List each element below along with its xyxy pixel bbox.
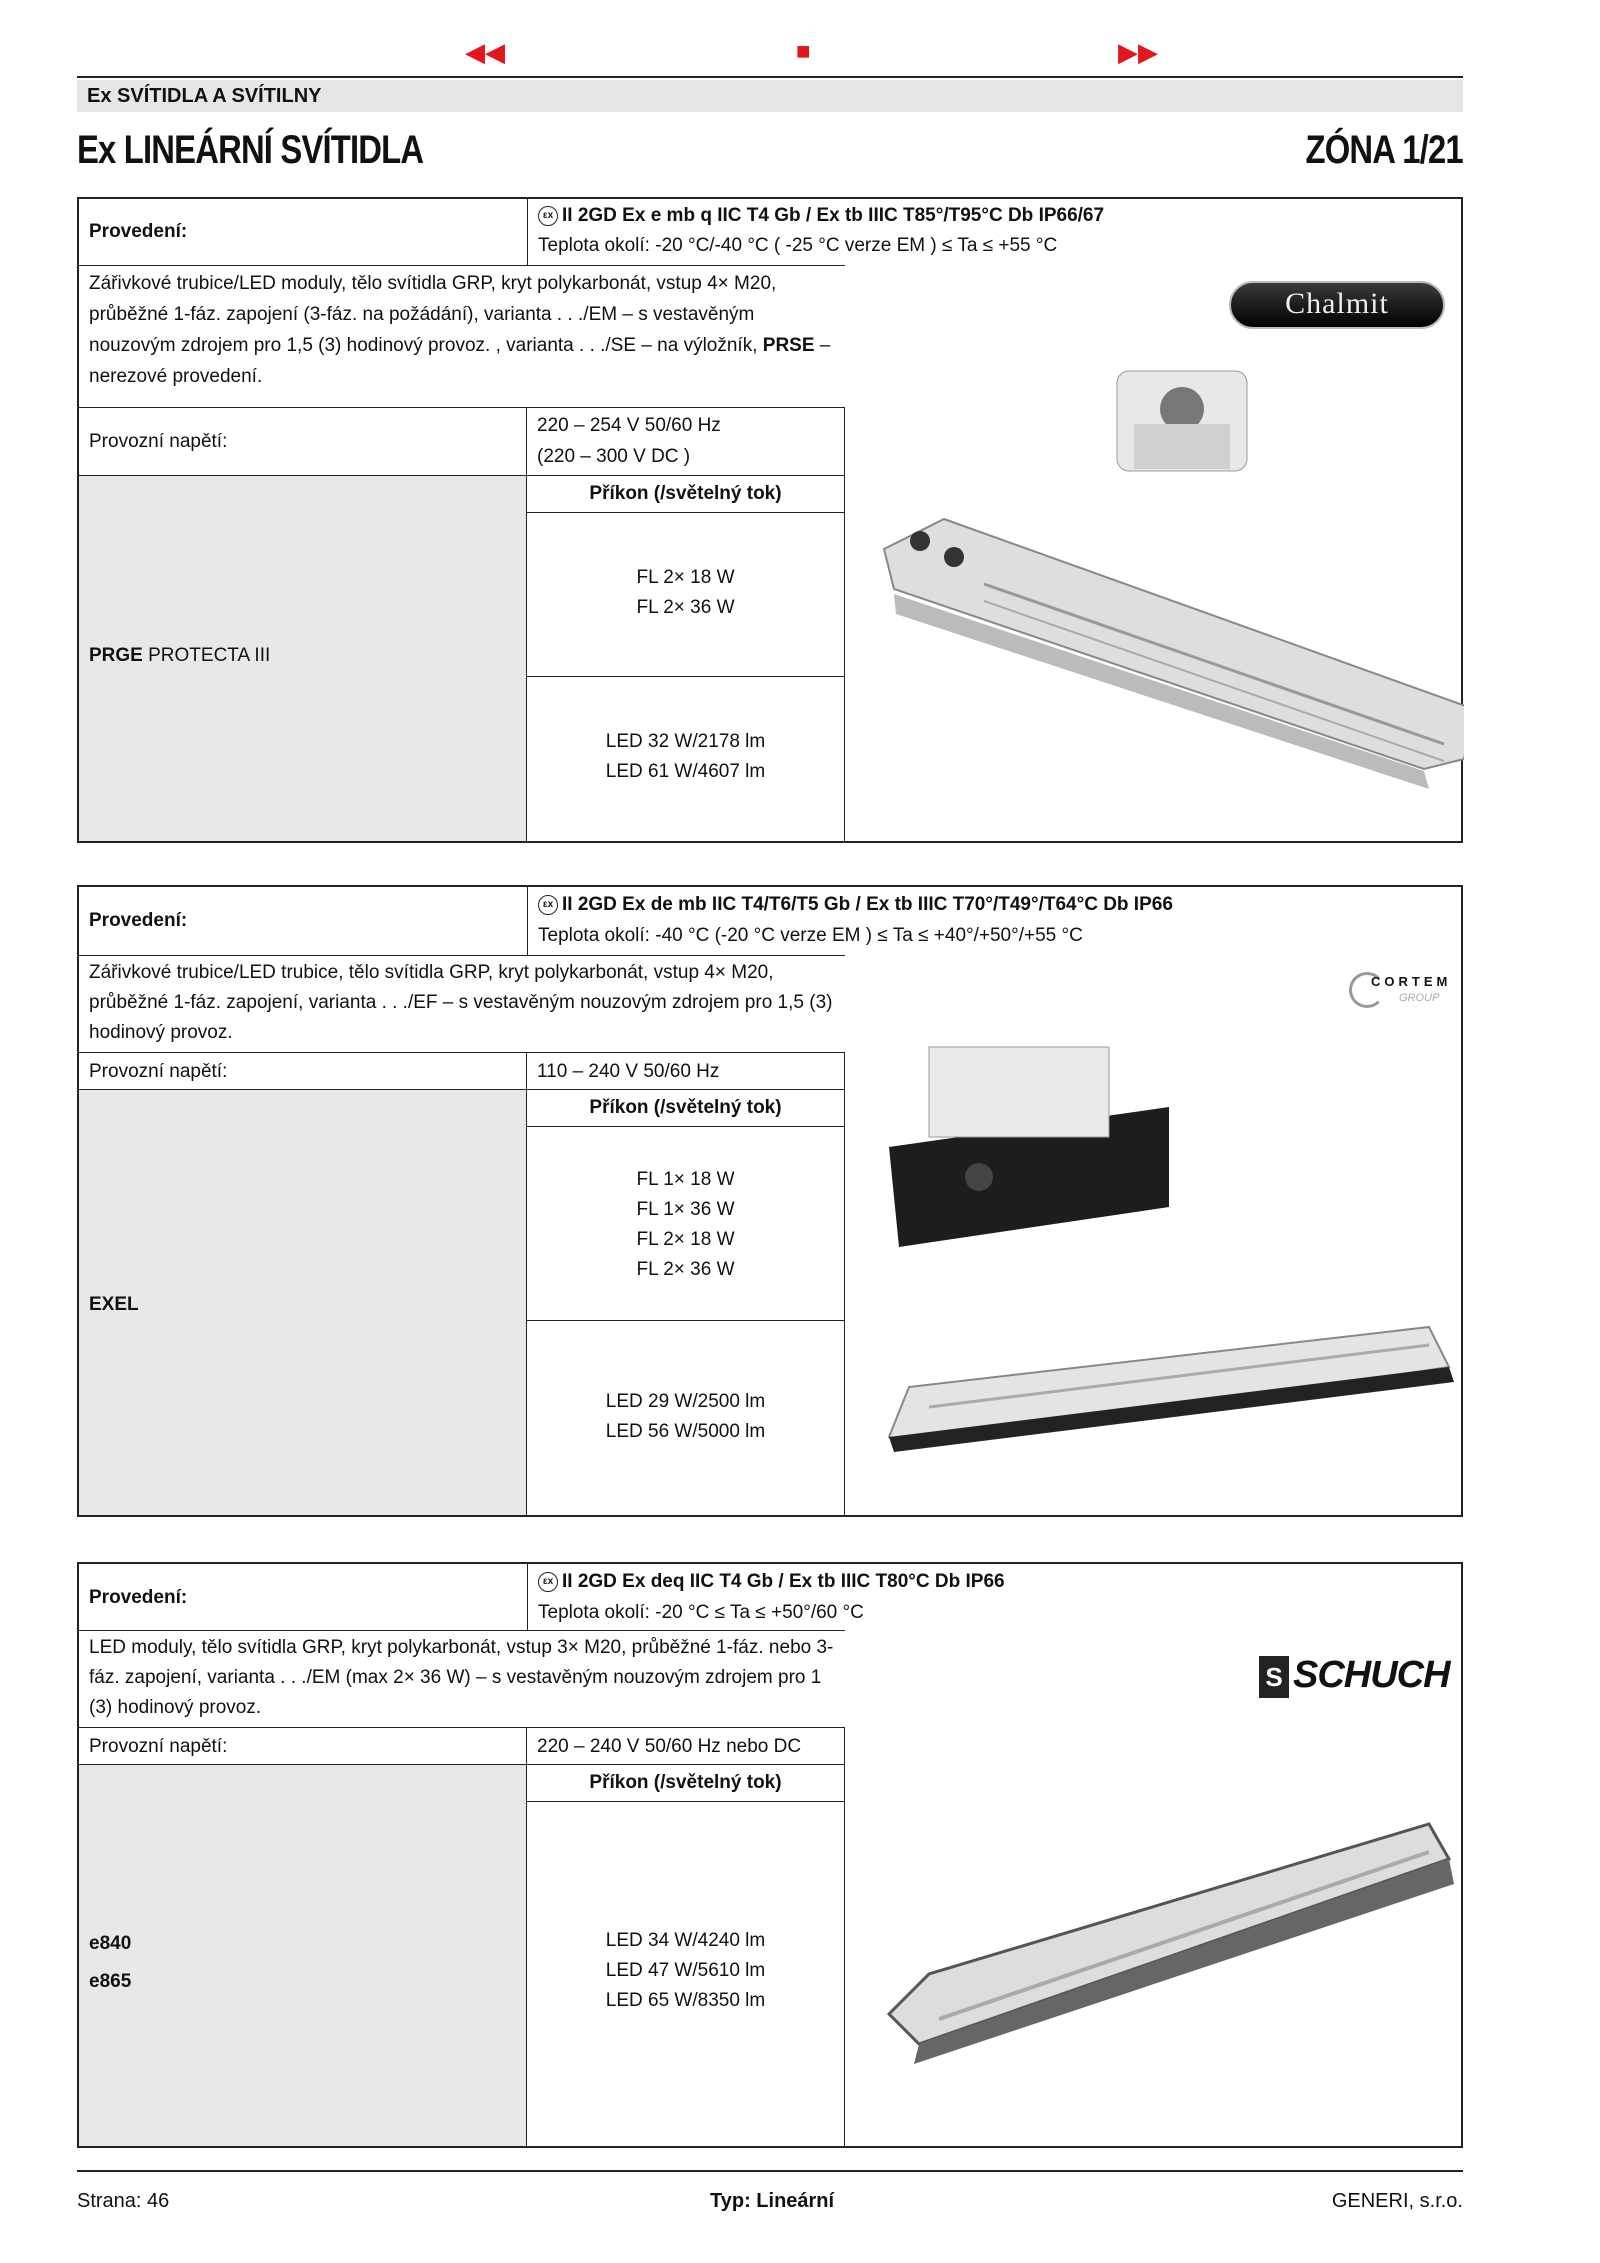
chalmit-logo: Chalmit xyxy=(1229,281,1445,329)
page-number: Strana: 46 xyxy=(77,2190,170,2212)
double-right-arrow-icon[interactable]: ▶▶ xyxy=(1118,37,1158,67)
cortem-logo: CORTEM GROUP xyxy=(1349,972,1459,1012)
voltage-value: 220 – 254 V 50/60 Hz (220 – 300 V DC ) xyxy=(527,407,845,475)
ex-icon: εx xyxy=(538,1572,558,1592)
ex-marking: II 2GD Ex de mb IIC T4/T6/T5 Gb / Ex tb IIIC T70°/T49°/T64°C Db IP66 xyxy=(562,894,1173,915)
ambient-temperature: Teplota okolí: -20 °C/-40 °C ( -25 °C verze EM ) ≤ Ta ≤ +55 °C xyxy=(538,235,1058,256)
zone-label: ZÓNA 1/21 xyxy=(1305,128,1463,172)
power-group-fl: FL 2× 18 W FL 2× 36 W xyxy=(527,513,845,677)
product-description: LED moduly, tělo svítidla GRP, kryt polykarbonát, vstup 3× M20, průběžné 1-fáz. nebo 3-fáz. zapojení, varianta . . ./EM (max 2× 36 W) – s vestavěným nouzovým zdrojem pro 1 (3) hodinový provoz. xyxy=(79,1630,845,1727)
provedeni-label: Provedení: xyxy=(89,221,188,242)
model-cell xyxy=(79,1764,527,2146)
luminaire-photo xyxy=(869,1804,1464,2134)
model-code: PRGE xyxy=(89,645,143,666)
ex-marking: II 2GD Ex e mb q IIC T4 Gb / Ex tb IIIC T85°/T95°C Db IP66/67 xyxy=(562,205,1105,226)
ex-marking-cell xyxy=(527,199,1461,265)
model-code: EXEL xyxy=(89,1294,139,1315)
luminaire-photo xyxy=(869,1027,1464,1517)
voltage-value: 220 – 240 V 50/60 Hz nebo DC xyxy=(527,1727,845,1764)
power-header: Příkon (/světelný tok) xyxy=(527,475,845,513)
page-title: Ex LINEÁRNÍ SVÍTIDLA xyxy=(77,128,424,172)
model-code: e865 xyxy=(89,1971,132,1992)
product-block-2 xyxy=(77,885,1463,1517)
ex-marking: II 2GD Ex deq IIC T4 Gb / Ex tb IIIC T80°C Db IP66 xyxy=(562,1571,1005,1592)
footer-type: Typ: Lineární xyxy=(710,2190,835,2212)
luminaire-photo xyxy=(864,369,1464,839)
schuch-logo: S SCHUCH xyxy=(1259,1654,1459,1704)
ex-marking-cell xyxy=(527,1564,1461,1630)
model-cell xyxy=(79,1089,527,1515)
power-group-led: LED 34 W/4240 lm LED 47 W/5610 lm LED 65 W/8350 lm xyxy=(527,1802,845,2146)
voltage-value: 110 – 240 V 50/60 Hz xyxy=(527,1052,845,1089)
voltage-label: Provozní napětí: xyxy=(79,407,527,475)
provedeni-label: Provedení: xyxy=(89,910,188,931)
product-description: Zářivkové trubice/LED trubice, tělo svítidla GRP, kryt polykarbonát, vstup 4× M20, průběžné 1-fáz. zapojení, varianta . . ./EF – s vestavěným nouzovým zdrojem pro 1,5 (3) hodinový provoz. xyxy=(79,955,845,1052)
ex-marking-cell xyxy=(527,887,1461,955)
power-group-led: LED 29 W/2500 lm LED 56 W/5000 lm xyxy=(527,1321,845,1515)
ambient-temperature: Teplota okolí: -20 °C ≤ Ta ≤ +50°/60 °C xyxy=(538,1602,864,1623)
power-header: Příkon (/světelný tok) xyxy=(527,1089,845,1127)
power-group-led: LED 32 W/2178 lm LED 61 W/4607 lm xyxy=(527,677,845,841)
model-name: PROTECTA III xyxy=(142,645,271,666)
product-description: Zářivkové trubice/LED moduly, tělo svítidla GRP, kryt polykarbonát, vstup 4× M20, průběžné 1-fáz. zapojení (3-fáz. na požádání), varianta . . ./EM – s vestavěným nouzovým zdrojem pro 1,5 (3) hodinový provoz. , varianta . . ./SE – na výložník, PRSE – nerezové provedení. xyxy=(79,265,845,407)
ex-icon: εx xyxy=(538,895,558,915)
footer-rule xyxy=(77,2170,1463,2172)
ex-icon: εx xyxy=(538,206,558,226)
section-header: Ex SVÍTIDLA A SVÍTILNY xyxy=(77,80,1463,112)
top-navigation xyxy=(0,37,1600,67)
ambient-temperature: Teplota okolí: -40 °C (-20 °C verze EM ) ≤ Ta ≤ +40°/+50°/+55 °C xyxy=(538,925,1083,946)
voltage-label: Provozní napětí: xyxy=(79,1052,527,1089)
double-left-arrow-icon[interactable]: ◀◀ xyxy=(465,37,505,67)
product-block-1 xyxy=(77,197,1463,843)
model-code: e840 xyxy=(89,1933,132,1954)
provedeni-label: Provedení: xyxy=(89,1587,188,1608)
stop-square-icon[interactable]: ■ xyxy=(796,38,811,65)
model-cell xyxy=(79,475,527,841)
company-name: GENERI, s.r.o. xyxy=(1331,2190,1463,2212)
power-header: Příkon (/světelný tok) xyxy=(527,1764,845,1802)
voltage-label: Provozní napětí: xyxy=(79,1727,527,1764)
product-block-3 xyxy=(77,1562,1463,2148)
header-rule xyxy=(77,76,1463,78)
power-group-fl: FL 1× 18 W FL 1× 36 W FL 2× 18 W FL 2× 36 W xyxy=(527,1127,845,1321)
